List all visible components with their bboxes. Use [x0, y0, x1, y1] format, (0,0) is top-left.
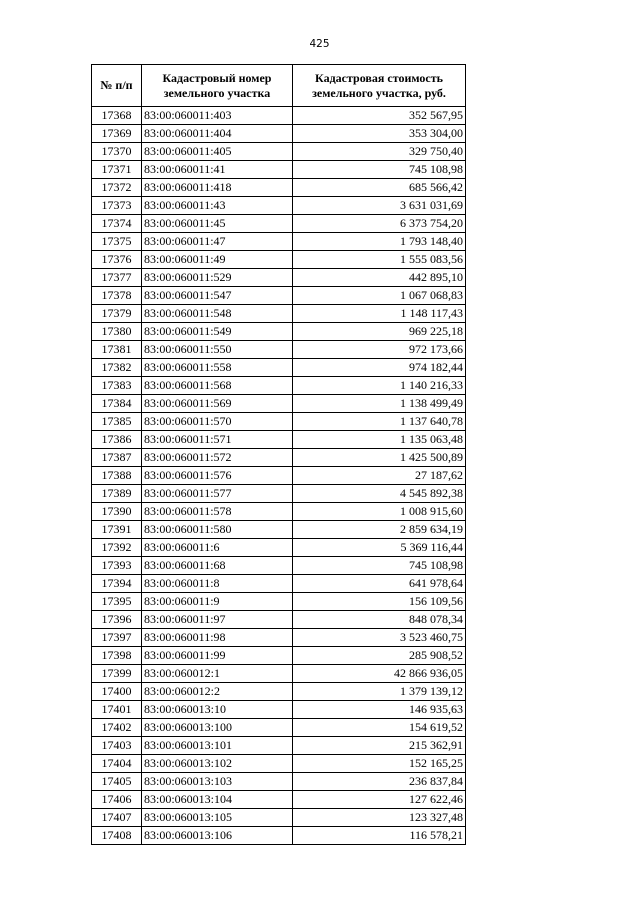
table-row — [92, 611, 466, 629]
cadastral-value-cell: 215 362,91 — [293, 737, 466, 755]
row-number-cell: 17384 — [92, 395, 142, 413]
cadastral-value-cell: 352 567,95 — [293, 107, 466, 125]
table-row — [92, 809, 466, 827]
cadastral-value-cell: 2 859 634,19 — [293, 521, 466, 539]
cadastral-value-cell: 685 566,42 — [293, 179, 466, 197]
cadastral-number-cell: 83:00:060013:104 — [142, 791, 293, 809]
row-number-cell: 17387 — [92, 449, 142, 467]
row-number-cell: 17404 — [92, 755, 142, 773]
cadastral-value-cell: 1 793 148,40 — [293, 233, 466, 251]
header-cadastral-number: Кадастровый номер земельного участка — [142, 65, 293, 107]
cadastral-value-cell: 42 866 936,05 — [293, 665, 466, 683]
cadastral-value-cell: 972 173,66 — [293, 341, 466, 359]
cadastral-value-cell: 848 078,34 — [293, 611, 466, 629]
row-number-cell: 17376 — [92, 251, 142, 269]
row-number-cell: 17379 — [92, 305, 142, 323]
cadastral-value-cell: 745 108,98 — [293, 161, 466, 179]
cadastral-number-cell: 83:00:060011:547 — [142, 287, 293, 305]
cadastral-value-cell: 4 545 892,38 — [293, 485, 466, 503]
cadastral-number-cell: 83:00:060011:571 — [142, 431, 293, 449]
cadastral-number-cell: 83:00:060011:570 — [142, 413, 293, 431]
cadastral-number-cell: 83:00:060011:576 — [142, 467, 293, 485]
table-row — [92, 143, 466, 161]
cadastral-value-cell: 152 165,25 — [293, 755, 466, 773]
row-number-cell: 17406 — [92, 791, 142, 809]
table-row — [92, 233, 466, 251]
cadastral-number-cell: 83:00:060012:2 — [142, 683, 293, 701]
cadastral-value-cell: 236 837,84 — [293, 773, 466, 791]
cadastral-number-cell: 83:00:060011:45 — [142, 215, 293, 233]
table-row — [92, 341, 466, 359]
row-number-cell: 17385 — [92, 413, 142, 431]
row-number-cell: 17407 — [92, 809, 142, 827]
table-header-row — [92, 65, 466, 107]
row-number-cell: 17380 — [92, 323, 142, 341]
row-number-cell: 17401 — [92, 701, 142, 719]
cadastral-value-cell: 27 187,62 — [293, 467, 466, 485]
row-number-cell: 17370 — [92, 143, 142, 161]
cadastral-number-cell: 83:00:060011:47 — [142, 233, 293, 251]
row-number-cell: 17382 — [92, 359, 142, 377]
cadastral-number-cell: 83:00:060011:418 — [142, 179, 293, 197]
row-number-cell: 17388 — [92, 467, 142, 485]
table-row — [92, 701, 466, 719]
cadastral-value-cell: 442 895,10 — [293, 269, 466, 287]
cadastral-number-cell: 83:00:060011:9 — [142, 593, 293, 611]
table-row — [92, 575, 466, 593]
table-row — [92, 197, 466, 215]
cadastral-number-cell: 83:00:060011:68 — [142, 557, 293, 575]
cadastral-value-cell: 127 622,46 — [293, 791, 466, 809]
table-row — [92, 755, 466, 773]
row-number-cell: 17372 — [92, 179, 142, 197]
row-number-cell: 17377 — [92, 269, 142, 287]
cadastral-number-cell: 83:00:060013:103 — [142, 773, 293, 791]
page-number: 425 — [309, 38, 330, 50]
cadastral-number-cell: 83:00:060013:10 — [142, 701, 293, 719]
cadastral-value-cell: 1 138 499,49 — [293, 395, 466, 413]
cadastral-value-cell: 116 578,21 — [293, 827, 466, 845]
cadastral-number-cell: 83:00:060013:101 — [142, 737, 293, 755]
row-number-cell: 17405 — [92, 773, 142, 791]
table-row — [92, 395, 466, 413]
table-row — [92, 323, 466, 341]
table-body — [92, 107, 466, 845]
cadastral-number-cell: 83:00:060011:403 — [142, 107, 293, 125]
table-row — [92, 503, 466, 521]
row-number-cell: 17394 — [92, 575, 142, 593]
row-number-cell: 17393 — [92, 557, 142, 575]
cadastral-value-cell: 1 555 083,56 — [293, 251, 466, 269]
table-row — [92, 125, 466, 143]
table-row — [92, 161, 466, 179]
table-row — [92, 485, 466, 503]
cadastral-value-cell: 285 908,52 — [293, 647, 466, 665]
table-row — [92, 593, 466, 611]
cadastral-number-cell: 83:00:060012:1 — [142, 665, 293, 683]
table-row — [92, 359, 466, 377]
table-row — [92, 773, 466, 791]
cadastral-number-cell: 83:00:060011:578 — [142, 503, 293, 521]
cadastral-value-cell: 1 425 500,89 — [293, 449, 466, 467]
cadastral-number-cell: 83:00:060011:550 — [142, 341, 293, 359]
cadastral-value-cell: 1 067 068,83 — [293, 287, 466, 305]
table-row — [92, 719, 466, 737]
row-number-cell: 17375 — [92, 233, 142, 251]
table-row — [92, 683, 466, 701]
cadastral-number-cell: 83:00:060013:105 — [142, 809, 293, 827]
cadastral-value-cell: 969 225,18 — [293, 323, 466, 341]
cadastral-number-cell: 83:00:060011:6 — [142, 539, 293, 557]
table-row — [92, 791, 466, 809]
table-row — [92, 827, 466, 845]
row-number-cell: 17383 — [92, 377, 142, 395]
cadastral-number-cell: 83:00:060011:558 — [142, 359, 293, 377]
table-row — [92, 305, 466, 323]
cadastral-number-cell: 83:00:060011:404 — [142, 125, 293, 143]
cadastral-number-cell: 83:00:060011:549 — [142, 323, 293, 341]
cadastral-value-cell: 154 619,52 — [293, 719, 466, 737]
row-number-cell: 17386 — [92, 431, 142, 449]
row-number-cell: 17395 — [92, 593, 142, 611]
table-row — [92, 647, 466, 665]
table-row — [92, 377, 466, 395]
table-row — [92, 179, 466, 197]
cadastral-value-cell: 974 182,44 — [293, 359, 466, 377]
row-number-cell: 17408 — [92, 827, 142, 845]
cadastral-value-cell: 6 373 754,20 — [293, 215, 466, 233]
table-row — [92, 215, 466, 233]
table-row — [92, 449, 466, 467]
cadastral-value-cell: 146 935,63 — [293, 701, 466, 719]
cadastral-value-cell: 123 327,48 — [293, 809, 466, 827]
table-row — [92, 269, 466, 287]
cadastral-number-cell: 83:00:060011:405 — [142, 143, 293, 161]
table-row — [92, 431, 466, 449]
row-number-cell: 17396 — [92, 611, 142, 629]
table-row — [92, 557, 466, 575]
land-cadastral-table — [91, 64, 466, 845]
row-number-cell: 17402 — [92, 719, 142, 737]
table-row — [92, 629, 466, 647]
row-number-cell: 17381 — [92, 341, 142, 359]
cadastral-value-cell: 1 140 216,33 — [293, 377, 466, 395]
row-number-cell: 17371 — [92, 161, 142, 179]
cadastral-value-cell: 5 369 116,44 — [293, 539, 466, 557]
cadastral-value-cell: 329 750,40 — [293, 143, 466, 161]
header-row-number: № п/п — [92, 65, 142, 107]
cadastral-value-cell: 1 148 117,43 — [293, 305, 466, 323]
table-row — [92, 251, 466, 269]
cadastral-number-cell: 83:00:060011:41 — [142, 161, 293, 179]
cadastral-number-cell: 83:00:060013:102 — [142, 755, 293, 773]
row-number-cell: 17390 — [92, 503, 142, 521]
cadastral-value-cell: 745 108,98 — [293, 557, 466, 575]
cadastral-number-cell: 83:00:060011:569 — [142, 395, 293, 413]
row-number-cell: 17391 — [92, 521, 142, 539]
row-number-cell: 17373 — [92, 197, 142, 215]
table-row — [92, 737, 466, 755]
cadastral-number-cell: 83:00:060011:97 — [142, 611, 293, 629]
row-number-cell: 17403 — [92, 737, 142, 755]
cadastral-number-cell: 83:00:060011:98 — [142, 629, 293, 647]
cadastral-value-cell: 3 631 031,69 — [293, 197, 466, 215]
cadastral-number-cell: 83:00:060011:580 — [142, 521, 293, 539]
cadastral-number-cell: 83:00:060011:8 — [142, 575, 293, 593]
cadastral-value-cell: 1 379 139,12 — [293, 683, 466, 701]
cadastral-number-cell: 83:00:060011:568 — [142, 377, 293, 395]
header-cadastral-value: Кадастровая стоимость земельного участка, руб. — [293, 65, 466, 107]
cadastral-value-cell: 3 523 460,75 — [293, 629, 466, 647]
table-row — [92, 539, 466, 557]
row-number-cell: 17374 — [92, 215, 142, 233]
table-row — [92, 665, 466, 683]
cadastral-number-cell: 83:00:060011:572 — [142, 449, 293, 467]
row-number-cell: 17369 — [92, 125, 142, 143]
row-number-cell: 17400 — [92, 683, 142, 701]
table-row — [92, 413, 466, 431]
cadastral-number-cell: 83:00:060011:99 — [142, 647, 293, 665]
cadastral-value-cell: 156 109,56 — [293, 593, 466, 611]
cadastral-value-cell: 1 008 915,60 — [293, 503, 466, 521]
table-row — [92, 467, 466, 485]
cadastral-number-cell: 83:00:060011:548 — [142, 305, 293, 323]
cadastral-number-cell: 83:00:060011:529 — [142, 269, 293, 287]
cadastral-number-cell: 83:00:060013:100 — [142, 719, 293, 737]
row-number-cell: 17368 — [92, 107, 142, 125]
cadastral-value-cell: 641 978,64 — [293, 575, 466, 593]
cadastral-value-cell: 1 137 640,78 — [293, 413, 466, 431]
row-number-cell: 17392 — [92, 539, 142, 557]
row-number-cell: 17399 — [92, 665, 142, 683]
cadastral-number-cell: 83:00:060011:49 — [142, 251, 293, 269]
row-number-cell: 17397 — [92, 629, 142, 647]
cadastral-number-cell: 83:00:060011:43 — [142, 197, 293, 215]
table-row — [92, 287, 466, 305]
cadastral-number-cell: 83:00:060011:577 — [142, 485, 293, 503]
row-number-cell: 17389 — [92, 485, 142, 503]
cadastral-number-cell: 83:00:060013:106 — [142, 827, 293, 845]
table-row — [92, 521, 466, 539]
table-row — [92, 107, 466, 125]
cadastral-value-cell: 1 135 063,48 — [293, 431, 466, 449]
cadastral-value-cell: 353 304,00 — [293, 125, 466, 143]
row-number-cell: 17378 — [92, 287, 142, 305]
row-number-cell: 17398 — [92, 647, 142, 665]
